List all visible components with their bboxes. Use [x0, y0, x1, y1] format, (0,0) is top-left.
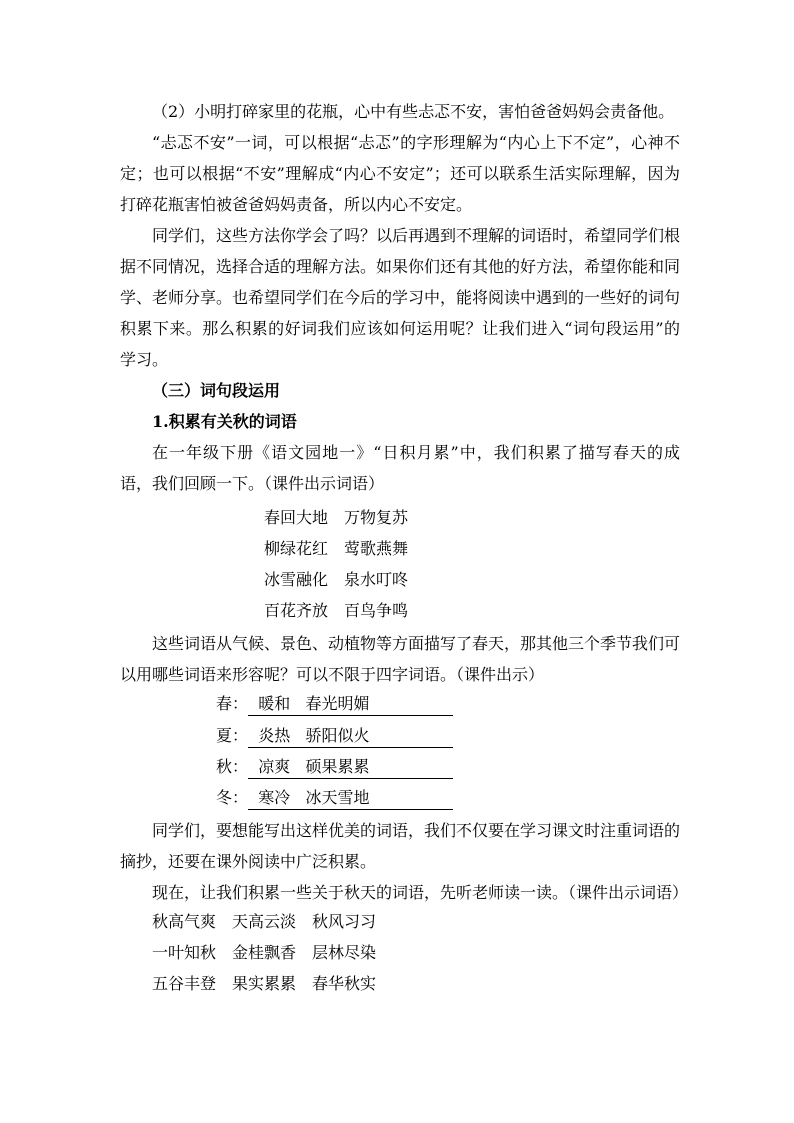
spring-idiom: 泉水叮咚 — [344, 570, 409, 589]
accumulate-paragraph: 同学们，要想能写出这样优美的词语，我们不仅要在学习课文时注重词语的摘抄，还要在课外阅读中广泛积累。 — [120, 821, 681, 871]
autumn-word-row — [152, 943, 376, 963]
paragraph-block-1 — [120, 96, 680, 499]
autumn-word: 秋高气爽 — [152, 912, 217, 931]
season-answer-line: 凉爽 硕果累累 — [248, 757, 453, 779]
autumn-word: 天高云淡 — [232, 912, 297, 931]
autumn-word: 果实累累 — [232, 974, 297, 993]
methods-paragraph: 同学们，这些方法你学会了吗？以后再遇到不理解的词语时，希望同学们根据不同情况，选择合适的理解方法。如果你们还有其他的好方法，希望你能和同学、老师分享。也希望同学们在今后的学习中，能将阅读中遇到的一些好的词句积累下来。那么积累的好词我们应该如何运用呢？让我们进入“词句段运用”的学习。 — [120, 226, 681, 369]
paragraph-block-2 — [120, 628, 680, 690]
autumn-word: 层林尽染 — [312, 943, 377, 962]
autumn-word: 金桂飘香 — [232, 943, 297, 962]
season-row-summer — [216, 726, 453, 748]
autumn-word-row — [152, 974, 376, 994]
season-label: 夏： — [216, 726, 249, 745]
season-label: 冬： — [216, 788, 249, 807]
spring-intro-paragraph: 在一年级下册《语文园地一》“日积月累”中，我们积累了描写春天的成语，我们回顾一下。（课件出示词语） — [120, 443, 680, 493]
spring-idiom: 春回大地 — [264, 508, 329, 527]
spring-idiom: 柳绿花红 — [264, 539, 329, 558]
autumn-word: 春华秋实 — [312, 974, 377, 993]
spring-idiom: 百花齐放 — [264, 601, 329, 620]
spring-idiom-row — [264, 570, 408, 590]
spring-idiom: 冰雪融化 — [264, 570, 329, 589]
season-row-spring — [216, 694, 453, 716]
spring-idiom-row — [264, 508, 408, 528]
paragraph-block-3 — [120, 815, 689, 908]
season-label: 春： — [216, 694, 249, 713]
season-row-winter — [216, 788, 453, 810]
autumn-intro-paragraph: 现在，让我们积累一些关于秋天的词语，先听老师读一读。（课件出示词语） — [152, 883, 689, 902]
spring-idiom: 万物复苏 — [344, 508, 409, 527]
example-sentence: （2）小明打碎家里的花瓶，心中有些忐忑不安，害怕爸爸妈妈会责备他。 — [152, 102, 675, 121]
spring-idiom: 莺歌燕舞 — [344, 539, 409, 558]
season-label: 秋： — [216, 757, 249, 776]
season-answer-line: 炎热 骄阳似火 — [248, 726, 453, 748]
autumn-word-row — [152, 912, 376, 932]
spring-idiom-row — [264, 539, 408, 559]
autumn-word: 一叶知秋 — [152, 943, 217, 962]
spring-idiom-row — [264, 601, 408, 621]
season-answer-line: 寒冷 冰天雪地 — [248, 788, 453, 810]
section-heading: （三）词句段运用 — [152, 381, 281, 400]
sub-heading: 1.积累有关秋的词语 — [152, 412, 297, 431]
autumn-word: 五谷丰登 — [152, 974, 217, 993]
seasons-intro-paragraph: 这些词语从气候、景色、动植物等方面描写了春天，那其他三个季节我们可以用哪些词语来形容呢？可以不限于四字词语。（课件出示） — [120, 634, 681, 684]
explanation-paragraph: “忐忑不安”一词，可以根据“忐忑”的字形理解为“内心上下不定”，心神不定；也可以根据“不安”理解成“内心不安定”；还可以联系生活实际理解，因为打碎花瓶害怕被爸爸妈妈责备，所以内心不安定。 — [120, 133, 680, 214]
season-row-autumn — [216, 757, 453, 779]
season-answer-line: 暖和 春光明媚 — [248, 694, 453, 716]
spring-idiom: 百鸟争鸣 — [344, 601, 409, 620]
autumn-word: 秋风习习 — [312, 912, 377, 931]
